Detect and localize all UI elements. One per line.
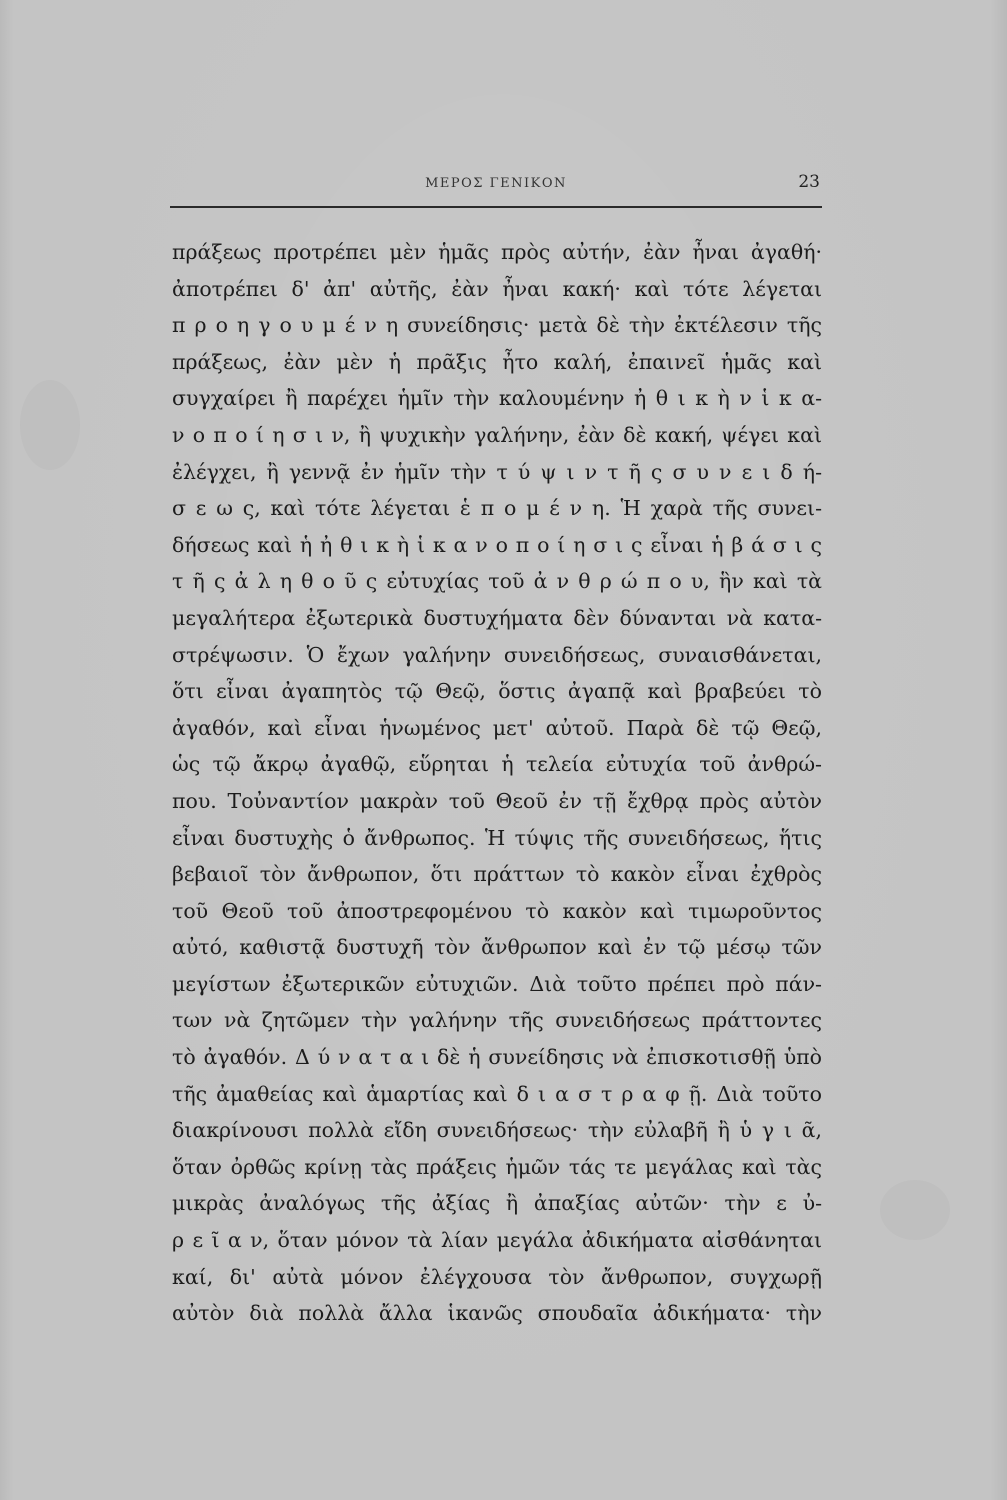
running-head: ΜΕΡΟΣ ΓΕΝΙΚΟΝ <box>425 176 567 191</box>
text-line: στρέψωσιν. Ὁ ἔχων γαλήνην συνειδήσεως, συναισθάνεται, <box>172 642 822 667</box>
text-line: ἀγαθόν, καὶ εἶναι ἡνωμένος μετ' αὐτοῦ. Παρὰ δὲ τῷ Θεῷ, <box>172 715 822 740</box>
text-line: ν ο π ο ί η σ ι ν, ἢ ψυχικὴν γαλήνην, ἐὰν δὲ κακή, ψέγει καὶ <box>172 422 822 447</box>
text-line: αὐτό, καθιστᾷ δυστυχῆ τὸν ἄνθρωπον καὶ ἐν τῷ μέσῳ τῶν <box>172 935 822 960</box>
header-rule <box>170 206 822 208</box>
text-line: ἀποτρέπει δ' ἀπ' αὐτῆς, ἐὰν ἦναι κακή· καὶ τότε λέγεται <box>172 276 822 301</box>
text-line: των νὰ ζητῶμεν τὴν γαλήνην τῆς συνειδήσεως πράττοντες <box>172 1008 822 1033</box>
body-text <box>172 234 822 1332</box>
text-line: π ρ ο η γ ο υ μ έ ν η συνείδησις· μετὰ δὲ τὴν ἐκτέλεσιν τῆς <box>172 313 822 338</box>
text-line: βεβαιοῖ τὸν ἄνθρωπον, ὅτι πράττων τὸ κακὸν εἶναι ἐχθρὸς <box>172 862 822 887</box>
text-line: ὡς τῷ ἄκρῳ ἀγαθῷ, εὕρηται ἡ τελεία εὐτυχία τοῦ ἀνθρώ- <box>172 752 822 777</box>
paper-stain <box>20 380 80 470</box>
text-line: δήσεως καὶ ἡ ἠ θ ι κ ὴ ἱ κ α ν ο π ο ί η σ ι ς εἶναι ἡ β ά σ ι ς <box>172 532 822 557</box>
text-line: τ ῆ ς ἀ λ η θ ο ῦ ς εὐτυχίας τοῦ ἀ ν θ ρ ώ π ο υ, ἣν καὶ τὰ <box>172 569 822 594</box>
text-line: αὐτὸν διὰ πολλὰ ἄλλα ἱκανῶς σπουδαῖα ἀδικήματα· τὴν <box>172 1301 822 1326</box>
text-line: ὅτι εἶναι ἀγαπητὸς τῷ Θεῷ, ὅστις ἀγαπᾷ καὶ βραβεύει τὸ <box>172 679 822 704</box>
text-line: μικρὰς ἀναλόγως τῆς ἀξίας ἢ ἀπαξίας αὐτῶν· τὴν ε ὐ- <box>172 1191 822 1216</box>
text-line: καί, δι' αὐτὰ μόνον ἐλέγχουσα τὸν ἄνθρωπον, συγχωρῇ <box>172 1264 822 1289</box>
text-line: εἶναι δυστυχὴς ὁ ἄνθρωπος. Ἡ τύψις τῆς συνειδήσεως, ἥτις <box>172 825 822 850</box>
text-line: συγχαίρει ἢ παρέχει ἡμῖν τὴν καλουμένην ἠ θ ι κ ὴ ν ἱ κ α- <box>172 386 822 411</box>
page-number: 23 <box>798 172 820 192</box>
text-line: διακρίνουσι πολλὰ εἴδη συνειδήσεως· τὴν εὐλαβῆ ἢ ὑ γ ι ᾶ, <box>172 1118 822 1143</box>
text-line: ἐλέγχει, ἢ γεννᾷ ἐν ἡμῖν τὴν τ ύ ψ ι ν τ ῆ ς σ υ ν ε ι δ ή- <box>172 459 822 484</box>
text-line: μεγαλήτερα ἐξωτερικὰ δυστυχήματα δὲν δύνανται νὰ κατα- <box>172 605 822 630</box>
text-line: μεγίστων ἐξωτερικῶν εὐτυχιῶν. Διὰ τοῦτο πρέπει πρὸ πάν- <box>172 971 822 996</box>
text-line: τὸ ἀγαθόν. Δ ύ ν α τ α ι δὲ ἡ συνείδησις νὰ ἐπισκοτισθῇ ὑπὸ <box>172 1045 822 1070</box>
text-line: πράξεως, ἐὰν μὲν ἡ πρᾶξις ἦτο καλή, ἐπαινεῖ ἡμᾶς καὶ <box>172 349 822 374</box>
text-line: που. Τοὐναντίον μακρὰν τοῦ Θεοῦ ἐν τῇ ἔχθρᾳ πρὸς αὐτὸν <box>172 788 822 813</box>
text-line: ρ ε ῖ α ν, ὅταν μόνον τὰ λίαν μεγάλα ἀδικήματα αἰσθάνηται <box>172 1228 822 1253</box>
text-line: ὅταν ὀρθῶς κρίνῃ τὰς πράξεις ἡμῶν τάς τε μεγάλας καὶ τὰς <box>172 1154 822 1179</box>
text-line: σ ε ω ς, καὶ τότε λέγεται ἑ π ο μ έ ν η. Ἡ χαρὰ τῆς συνει- <box>172 496 822 521</box>
text-line: πράξεως προτρέπει μὲν ἡμᾶς πρὸς αὐτήν, ἐὰν ἦναι ἀγαθή· <box>172 240 822 264</box>
paper-stain <box>880 1180 950 1240</box>
text-line: τοῦ Θεοῦ τοῦ ἀποστρεφομένου τὸ κακὸν καὶ τιμωροῦντος <box>172 898 822 923</box>
page-header <box>170 172 822 206</box>
text-line: τῆς ἀμαθείας καὶ ἁμαρτίας καὶ δ ι α σ τ ρ α φ ῇ. Διὰ τοῦτο <box>172 1081 822 1106</box>
